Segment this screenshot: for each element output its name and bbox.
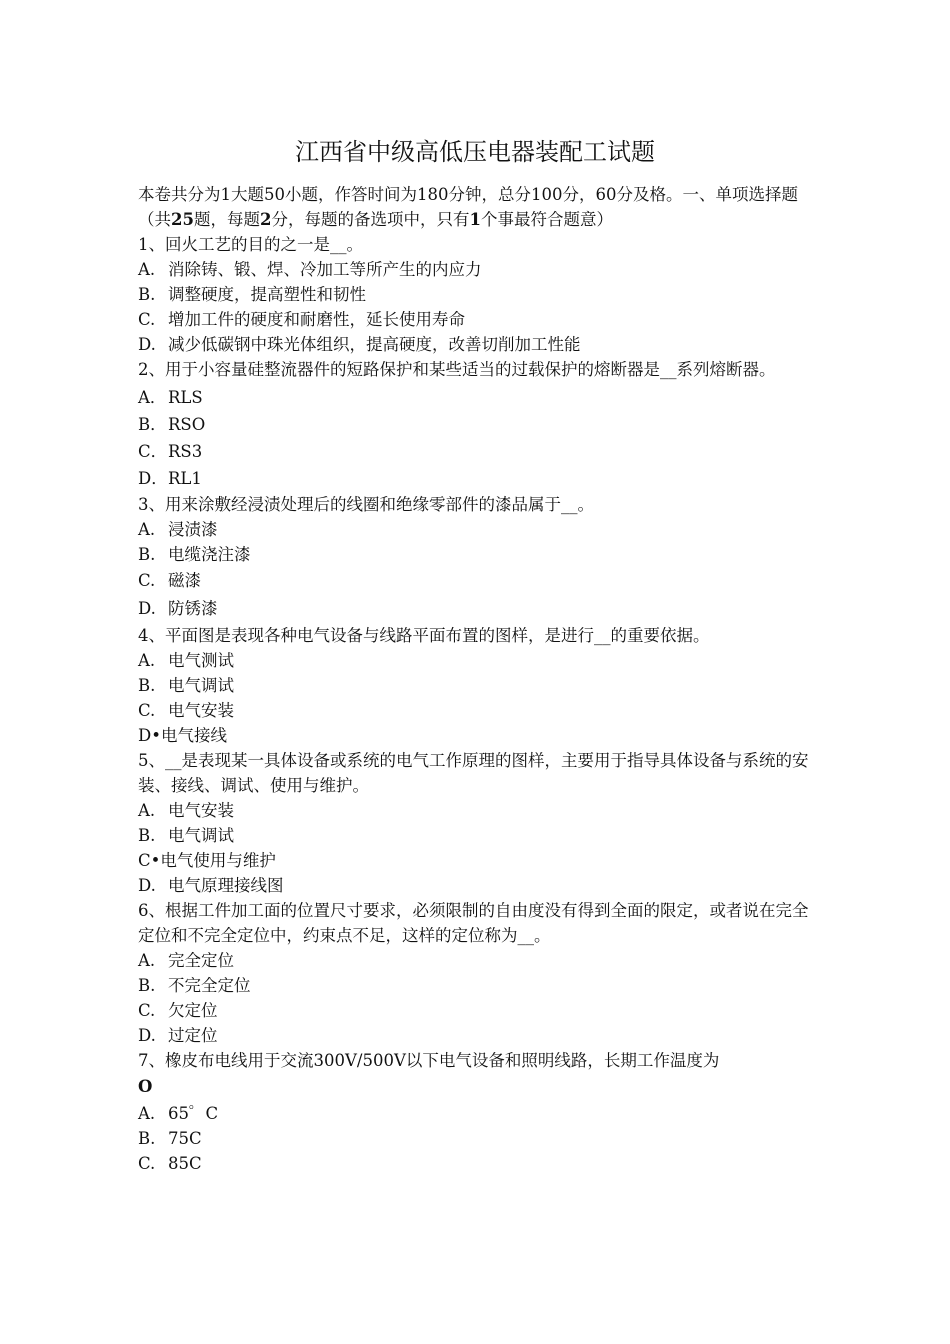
option-text: 电气使用与维护 <box>160 851 276 870</box>
option-text: 防锈漆 <box>168 599 218 618</box>
option-text: 电气测试 <box>168 651 234 670</box>
option-item <box>138 673 818 698</box>
question-stem: 3、用来涂敷经浸渍处理后的线圈和绝缘零部件的漆品属于__。 <box>138 495 594 514</box>
option-text: 75C <box>168 1129 202 1148</box>
option-item <box>138 332 818 357</box>
question-stem: 7、橡皮布电线用于交流300V/500V以下电气设备和照明线路，长期工作温度为 <box>138 1051 720 1070</box>
option-letter: C. <box>138 1001 156 1020</box>
option-text: RL1 <box>168 469 202 488</box>
option-letter: A. <box>138 801 156 820</box>
option-item <box>138 823 818 848</box>
option-text: 电气调试 <box>168 676 234 695</box>
option-letter: A. <box>138 520 156 539</box>
option-item <box>138 595 818 623</box>
option-text: 过定位 <box>168 1026 218 1045</box>
option-item <box>138 848 818 873</box>
option-item <box>138 723 818 748</box>
option-letter: B． <box>138 415 167 434</box>
option-item <box>138 973 818 998</box>
option-letter: B. <box>138 285 156 304</box>
option-text: RSO <box>168 415 206 434</box>
option-item <box>138 465 818 492</box>
option-letter: D. <box>138 335 156 354</box>
intro-bold-one: 1 <box>469 210 481 229</box>
option-letter: B. <box>138 1129 156 1148</box>
option-letter: A． <box>138 388 167 407</box>
option-text: RS3 <box>168 442 203 461</box>
option-item <box>138 567 818 595</box>
option-item <box>138 1101 818 1126</box>
option-text: 电气接线 <box>160 726 227 745</box>
option-letter: A. <box>138 651 156 670</box>
intro-text: 本卷共分为1大题50小题，作答时间为180分钟，总分100分，60分及格。一、单项选择题（共 <box>138 185 798 229</box>
option-letter: A. <box>138 1104 156 1123</box>
intro-text: 分，每题的备选项中，只有 <box>271 210 470 229</box>
option-letter: C. <box>138 701 156 720</box>
option-item <box>138 384 818 411</box>
option-letter: D． <box>138 469 168 488</box>
option-item <box>138 1126 818 1151</box>
intro-bold-count: 25 <box>171 210 194 229</box>
option-letter: C. <box>138 571 156 590</box>
option-item <box>138 873 818 898</box>
option-text: 增加工件的硬度和耐磨性，延长使用寿命 <box>168 310 465 329</box>
option-text: 电气原理接线图 <box>168 876 284 895</box>
option-text: 浸渍漆 <box>168 520 218 539</box>
option-item <box>138 257 818 282</box>
option-item <box>138 517 818 542</box>
option-item <box>138 1151 818 1176</box>
intro-paragraph <box>138 182 818 232</box>
option-letter: D. <box>138 599 156 618</box>
question-stem: 2、用于小容量硅整流器件的短路保护和某些适当的过载保护的熔断器是__系列熔断器。 <box>138 360 776 379</box>
intro-bold-points: 2 <box>259 210 272 229</box>
option-letter: B. <box>138 976 156 995</box>
option-text: 85C <box>168 1154 202 1173</box>
option-item <box>138 307 818 332</box>
option-item <box>138 542 818 567</box>
option-letter: A. <box>138 260 156 279</box>
question-stem: 5、__是表现某一具体设备或系统的电气工作原理的图样，主要用于指导具体设备与系统的安装、接线、调试、使用与维护。 <box>138 751 809 795</box>
option-text: 电气安装 <box>168 701 234 720</box>
intro-text: 个事最符合题意） <box>480 210 613 229</box>
option-text: 完全定位 <box>168 951 234 970</box>
option-letter: D• <box>138 726 161 745</box>
intro-text: 题，每题 <box>193 210 260 229</box>
question-stem: 6、根据工件加工面的位置尺寸要求，必须限制的自由度没有得到全面的限定，或者说在完全定位和不完全定位中，约束点不足，这样的定位称为__。 <box>138 901 809 945</box>
option-item <box>138 411 818 438</box>
option-text: 电缆浇注漆 <box>168 545 251 564</box>
option-item <box>138 282 818 307</box>
option-text: 消除铸、锻、焊、冷加工等所产生的内应力 <box>168 260 482 279</box>
option-text: 减少低碳钢中珠光体组织，提高硬度，改善切削加工性能 <box>168 335 581 354</box>
option-item <box>138 438 818 465</box>
option-text: 调整硬度，提高塑性和韧性 <box>168 285 366 304</box>
option-item <box>138 648 818 673</box>
question-stem: 4、平面图是表现各种电气设备与线路平面布置的图样，是进行__的重要依据。 <box>138 626 710 645</box>
option-text: RLS <box>168 388 203 407</box>
option-text: 电气安装 <box>168 801 234 820</box>
question-stem-tail: O <box>138 1077 153 1096</box>
option-letter: D. <box>138 876 156 895</box>
option-text: 不完全定位 <box>168 976 251 995</box>
option-item <box>138 948 818 973</box>
option-text: 欠定位 <box>168 1001 218 1020</box>
document-body <box>138 182 818 1176</box>
option-text: 磁漆 <box>168 571 201 590</box>
option-text: 电气调试 <box>168 826 234 845</box>
document-title: 江西省中级高低压电器装配工试题 <box>295 138 655 166</box>
question-stem: 1、回火工艺的目的之一是__。 <box>138 235 363 254</box>
option-letter: B. <box>138 545 156 564</box>
option-letter: A. <box>138 951 156 970</box>
option-item <box>138 1023 818 1048</box>
option-text: 65゜C <box>168 1104 219 1123</box>
option-item <box>138 698 818 723</box>
option-letter: C． <box>138 442 168 461</box>
option-letter: C. <box>138 1154 156 1173</box>
option-letter: D. <box>138 1026 156 1045</box>
option-letter: C. <box>138 310 156 329</box>
option-item <box>138 998 818 1023</box>
option-letter: B. <box>138 826 156 845</box>
option-item <box>138 798 818 823</box>
option-letter: C• <box>138 851 161 870</box>
option-letter: B. <box>138 676 156 695</box>
